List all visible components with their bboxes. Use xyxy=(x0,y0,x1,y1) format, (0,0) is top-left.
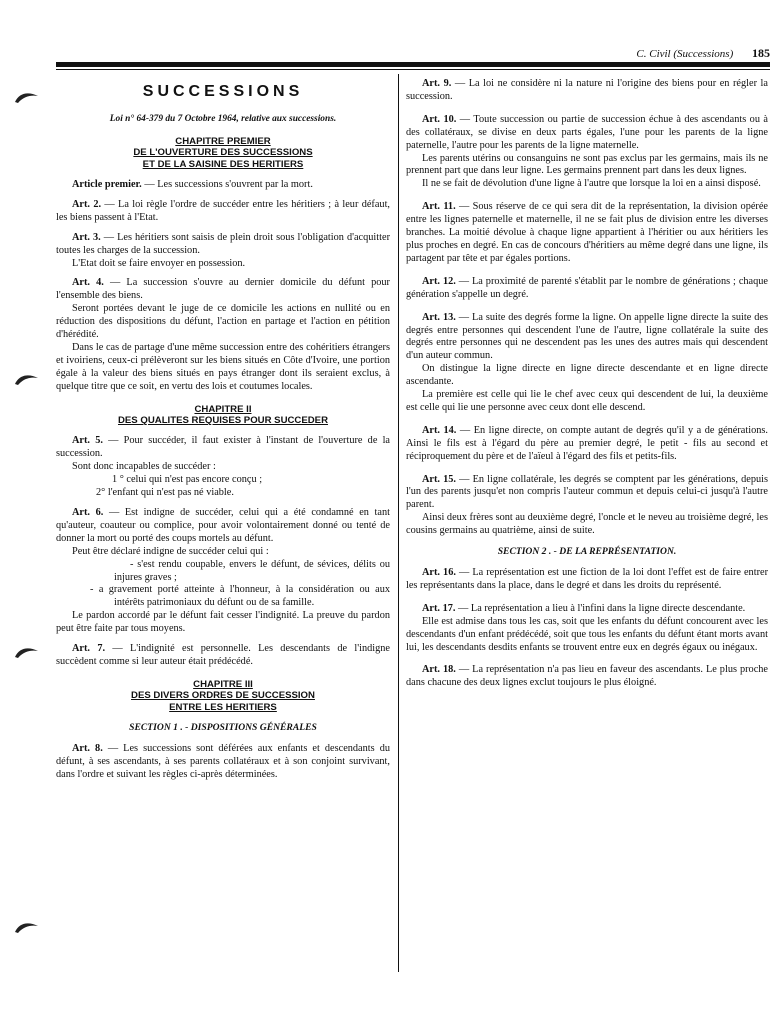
article-label: Art. 12. — xyxy=(422,276,472,287)
article-label: Art. 10. — xyxy=(422,114,473,125)
chapter-title-line: DES QUALITES REQUISES POUR SUCCEDER xyxy=(117,415,329,427)
article-text: Est indigne de succéder, celui qui a été condamné en tant qu'auteur, coauteur ou complice, pour avoir volontairement donné ou tenté de donner la mort ou porté des coups mortels au défunt. xyxy=(56,506,390,544)
article-text: Sous réserve de ce qui sera dit de la représentation, la division opérée entre les lignes paternelle et maternelle, il ne se fait plus de division entre les diverses branches. La moitié dévolue à chaque ligne appartient à l'héritier ou aux héritiers les plus proches en degré. En cas de concours d'héritiers au même degré dans une ligne, ils partagent par tête et par égales portions. xyxy=(406,201,768,264)
article-text: La loi règle l'ordre de succéder entre les héritiers ; à leur défaut, les biens passent à l'Etat. xyxy=(56,198,391,223)
chapter-heading xyxy=(56,679,390,713)
section-heading: SECTION 1 . - DISPOSITIONS GÉNÉRALES xyxy=(129,722,317,734)
chapter-number: CHAPITRE II xyxy=(194,403,252,415)
chapter-heading xyxy=(56,136,390,170)
article-label: Art. 17. — xyxy=(422,603,471,614)
article-label: Art. 11. — xyxy=(422,201,473,212)
article-label: Art. 13. — xyxy=(422,312,472,323)
margin-mark-icon xyxy=(14,645,40,659)
header-rule-thin xyxy=(56,69,770,70)
article xyxy=(56,507,390,636)
list-item: 2° l'enfant qui n'est pas né viable. xyxy=(96,487,234,499)
article xyxy=(406,603,768,655)
margin-mark-icon xyxy=(14,90,40,104)
header-rule-thick xyxy=(56,62,770,67)
margin-mark-icon xyxy=(14,920,40,934)
article-label: Art. 14. — xyxy=(422,425,474,436)
section-heading: SECTION 2 . - DE LA REPRÉSENTATION. xyxy=(497,546,677,558)
article-label: Art. 3. — xyxy=(72,232,117,243)
article-paragraph: La première est celle qui lie le chef avec ceux qui descendent de lui, la deuxième est celle qui lie une personne avec ceux dont elle descend. xyxy=(406,389,768,413)
running-header-title: C. Civil (Successions) xyxy=(636,48,734,60)
chapter-heading xyxy=(56,404,390,427)
article-text: La représentation n'a pas lieu en faveur des ascendants. Le plus proche dans chacune des deux lignes exclut toujours le plus éloigné. xyxy=(406,664,768,689)
chapter-title-line: ET DE LA SAISINE DES HERITIERS xyxy=(142,158,304,170)
chapter-title-line: ENTRE LES HERITIERS xyxy=(169,701,277,713)
article-text: En ligne directe, on compte autant de degrés qu'il y a de générations. Ainsi le fils est à l'égard du père au premier degré, le petit - fils au second et réciproquement du père et de l'aïeul à l'égard des fils et petits-fils. xyxy=(406,424,768,462)
article-paragraph: Sont donc incapables de succéder : xyxy=(72,461,216,473)
article-text: La loi ne considère ni la nature ni l'origine des biens pour en régler la succession. xyxy=(406,78,768,102)
article-text: La suite des degrés forme la ligne. On appelle ligne directe la suite des degrés entre personnes qui descendent l'une de l'autre, ligne collatérale la suite des degrés entre personnes qui ne descendent pas les unes des autres mais qui descendent d'un auteur commun. xyxy=(406,311,768,362)
article-text: La proximité de parenté s'établit par le nombre de générations ; chaque génération s'appelle un degré. xyxy=(406,275,768,300)
article-label: Art. 18. — xyxy=(422,664,472,675)
article-label: Art. 9. — xyxy=(422,78,469,89)
article xyxy=(406,201,768,266)
article xyxy=(56,643,390,669)
article xyxy=(406,425,768,464)
article-paragraph: On distingue la ligne directe en ligne directe descendante et en ligne directe ascendante. xyxy=(406,363,768,388)
article xyxy=(406,114,768,191)
article-text: Les successions sont déférées aux enfants et descendants du défunt, à ses ascendants, à ses parents collatéraux et à son conjoint survivant, dans l'ordre et suivant les règles ci-après déterminées. xyxy=(56,742,390,780)
page-number: 185 xyxy=(752,46,770,60)
article-paragraph: Il ne se fait de dévolution d'une ligne à l'autre que lorsque la loi en a ainsi disposé. xyxy=(422,178,761,190)
chapter-number: CHAPITRE PREMIER xyxy=(175,135,271,147)
right-column xyxy=(406,78,768,697)
running-header xyxy=(56,46,770,61)
article-label: Article premier. — xyxy=(72,179,157,190)
article-text: La représentation a lieu à l'infini dans la ligne directe descendante. xyxy=(470,602,746,614)
article xyxy=(56,743,390,782)
list-item: - s'est rendu coupable, envers le défunt, de sévices, délits ou injures graves ; xyxy=(114,558,390,583)
article xyxy=(406,474,768,539)
article-label: Art. 5. — xyxy=(72,435,124,446)
article-text: La succession s'ouvre au dernier domicile du défunt pour l'ensemble des biens. xyxy=(56,277,390,302)
article-paragraph: Ainsi deux frères sont au deuxième degré, l'oncle et le neveu au troisième degré, les cousins germains au quatrième, ainsi de suite. xyxy=(406,512,768,537)
article xyxy=(406,78,768,104)
article xyxy=(406,567,768,593)
column-divider xyxy=(398,74,399,972)
article xyxy=(56,232,390,271)
article-label: Art. 7. — xyxy=(72,643,130,654)
article-text: La représentation est une fiction de la loi dont l'effet est de faire entrer les représentants dans la place, dans le degré et dans les droits du représenté. xyxy=(406,567,768,591)
left-column xyxy=(56,78,390,789)
article-text: En ligne collatérale, les degrés se comptent par les générations, depuis l'un des parents jusqu'et non compris l'auteur commun et depuis celui-ci jusqu'à l'autre parent. xyxy=(406,473,768,511)
article-text: Toute succession ou partie de succession échue à des ascendants ou à des collatéraux, se divise en deux parts égales, l'une pour les parents de la ligne paternelle, l'autre pour les parents de la ligne maternelle. xyxy=(406,113,768,151)
numbered-list xyxy=(56,474,390,500)
article-paragraph: Dans le cas de partage d'une même succession entre des cohéritiers étrangers et ivoiriens, ceux-ci prélèveront sur les biens situés en Côte d'Ivoire, une portion égale à la valeur des biens situés en pays étranger dont ils seraient exclus, à quelque titre que ce soit, en vertu des lois et coutumes locales. xyxy=(56,342,390,392)
article-paragraph: Peut être déclaré indigne de succéder celui qui : xyxy=(72,545,269,557)
article xyxy=(56,435,390,500)
article-label: Art. 6. — xyxy=(72,507,125,518)
article xyxy=(56,179,390,192)
article-paragraph: Les parents utérins ou consanguins ne sont pas exclus par les germains, mais ils ne prennent part que dans leur ligne. Les germains prennent part dans les deux lignes. xyxy=(406,152,768,177)
article xyxy=(56,199,390,225)
list-item: 1 ° celui qui n'est pas encore conçu ; xyxy=(112,474,263,486)
article-text: Les successions s'ouvrent par la mort. xyxy=(157,179,313,191)
dash-list xyxy=(56,559,390,611)
article-label: Art. 2. — xyxy=(72,199,118,210)
chapter-title-line: DE L'OUVERTURE DES SUCCESSIONS xyxy=(133,147,313,159)
article-paragraph: Elle est admise dans tous les cas, soit que les enfants du défunt concourent avec les descendants d'un enfant prédécédé, soit que tous les enfants du défunt étant morts avant lui, les descendants desdits enfants se trouvent entre eux en degrés égaux ou inégaux. xyxy=(406,615,768,653)
article xyxy=(406,664,768,690)
chapter-number: CHAPITRE III xyxy=(193,678,253,690)
article-label: Art. 15. — xyxy=(422,474,473,485)
article-text: Pour succéder, il faut exister à l'instant de l'ouverture de la succession. xyxy=(56,435,391,460)
document-title: SUCCESSIONS xyxy=(142,83,304,100)
article xyxy=(56,277,390,393)
article xyxy=(406,276,768,302)
article xyxy=(406,312,768,415)
article-label: Art. 16. — xyxy=(422,567,472,578)
list-item: - a gravement porté atteinte à l'honneur, à la considération ou aux intérêts patrimoniaux du défunt ou de sa famille. xyxy=(90,584,390,609)
law-reference: Loi n° 64-379 du 7 Octobre 1964, relative aux successions. xyxy=(109,113,337,124)
article-paragraph: Seront portées devant le juge de ce domicile les actions en nullité ou en réduction des dispositions du défunt, l'action en partage et l'action en pétition d'hérédité. xyxy=(56,303,390,341)
article-label: Art. 8. — xyxy=(72,743,123,754)
margin-mark-icon xyxy=(14,372,40,386)
article-text: L'indignité est personnelle. Les descendants de l'indigne succèdent comme si leur auteur était prédécédé. xyxy=(56,643,390,667)
article-paragraph: L'Etat doit se faire envoyer en possession. xyxy=(72,257,246,269)
chapter-title-line: DES DIVERS ORDRES DE SUCCESSION xyxy=(131,690,315,702)
article-paragraph: Le pardon accordé par le défunt fait cesser l'indignité. La preuve du pardon peut être faite par tous moyens. xyxy=(56,610,390,635)
article-text: Les héritiers sont saisis de plein droit sous l'obligation d'acquitter toutes les charges de la succession. xyxy=(56,231,391,256)
article-label: Art. 4. — xyxy=(72,277,126,288)
